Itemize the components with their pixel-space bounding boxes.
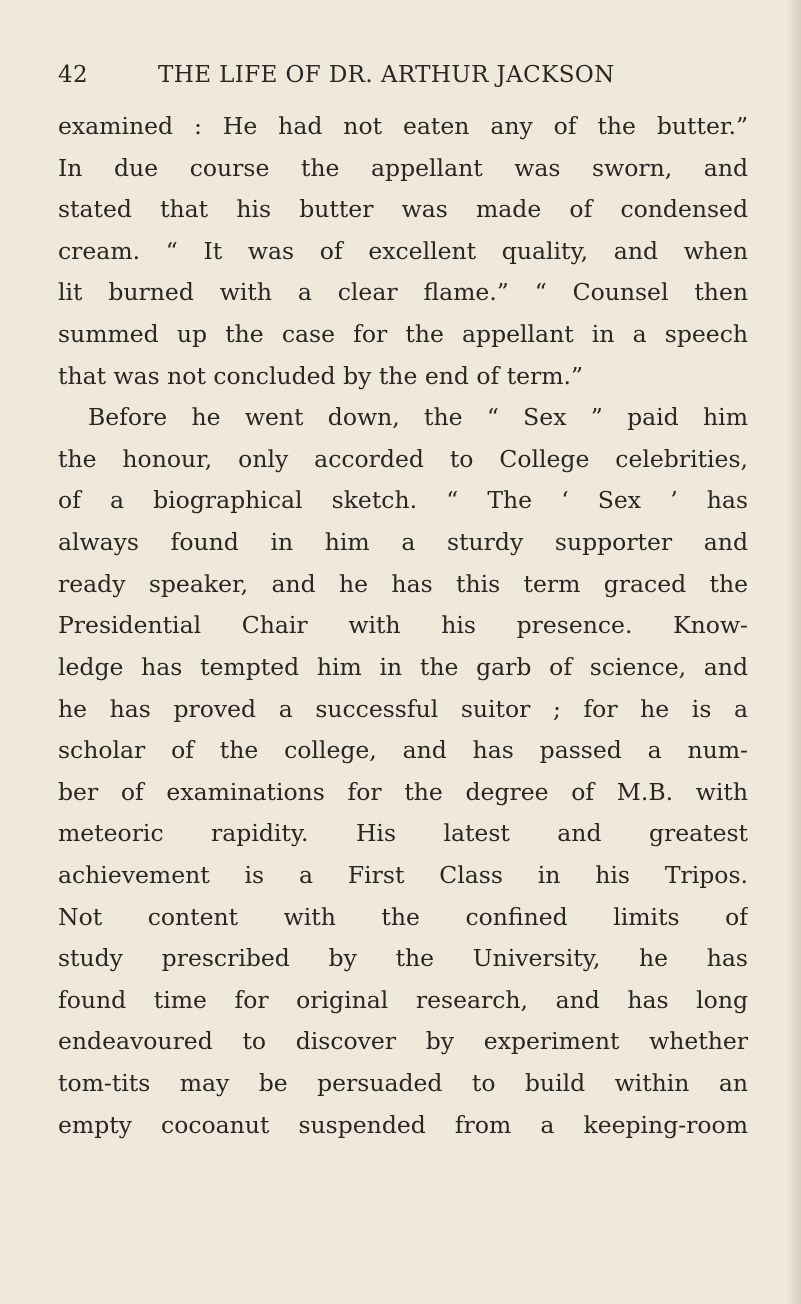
text-line: that was not concluded by the end of term.”	[58, 361, 584, 390]
text-line: study prescribed by the University, he has	[58, 944, 748, 973]
text-line: lit burned with a clear flame.” “ Counsel then	[58, 278, 748, 307]
body-text	[58, 106, 748, 1146]
text-line: always found in him a sturdy supporter and	[58, 528, 748, 557]
text-line: summed up the case for the appellant in a speech	[58, 320, 748, 349]
text-line: In due course the appellant was sworn, and	[58, 153, 748, 182]
running-header	[58, 62, 708, 92]
text-line: Presidential Chair with his presence. Know-	[58, 611, 748, 640]
text-line: stated that his butter was made of condensed	[58, 195, 748, 224]
text-line: achievement is a First Class in his Tripos.	[58, 860, 748, 889]
paragraph-start-line: Before he went down, the “ Sex ” paid him	[88, 403, 748, 432]
text-line: of a biographical sketch. “ The ‘ Sex ’ has	[58, 486, 748, 515]
text-line: tom-tits may be persuaded to build within an	[58, 1069, 748, 1098]
page-edge-shadow	[787, 0, 801, 1304]
text-line: ber of examinations for the degree of M.B. with	[58, 777, 748, 806]
page-number: 42	[58, 62, 89, 88]
text-line: he has proved a successful suitor ; for he is a	[58, 694, 748, 723]
text-line: endeavoured to discover by experiment whether	[58, 1027, 748, 1056]
running-title: THE LIFE OF DR. ARTHUR JACKSON	[158, 62, 615, 88]
text-line: scholar of the college, and has passed a num-	[58, 736, 748, 765]
text-line: found time for original research, and has long	[58, 985, 748, 1014]
text-line: meteoric rapidity. His latest and greatest	[58, 819, 748, 848]
text-line: ledge has tempted him in the garb of science, and	[58, 652, 748, 681]
text-line: examined : He had not eaten any of the butter.”	[58, 112, 748, 140]
text-line: cream. “ It was of excellent quality, and when	[58, 236, 748, 265]
text-line: empty cocoanut suspended from a keeping-room	[58, 1110, 748, 1139]
text-line: the honour, only accorded to College celebrities,	[58, 444, 748, 473]
text-line: ready speaker, and he has this term graced the	[58, 569, 748, 598]
text-line: Not content with the confined limits of	[58, 902, 748, 931]
